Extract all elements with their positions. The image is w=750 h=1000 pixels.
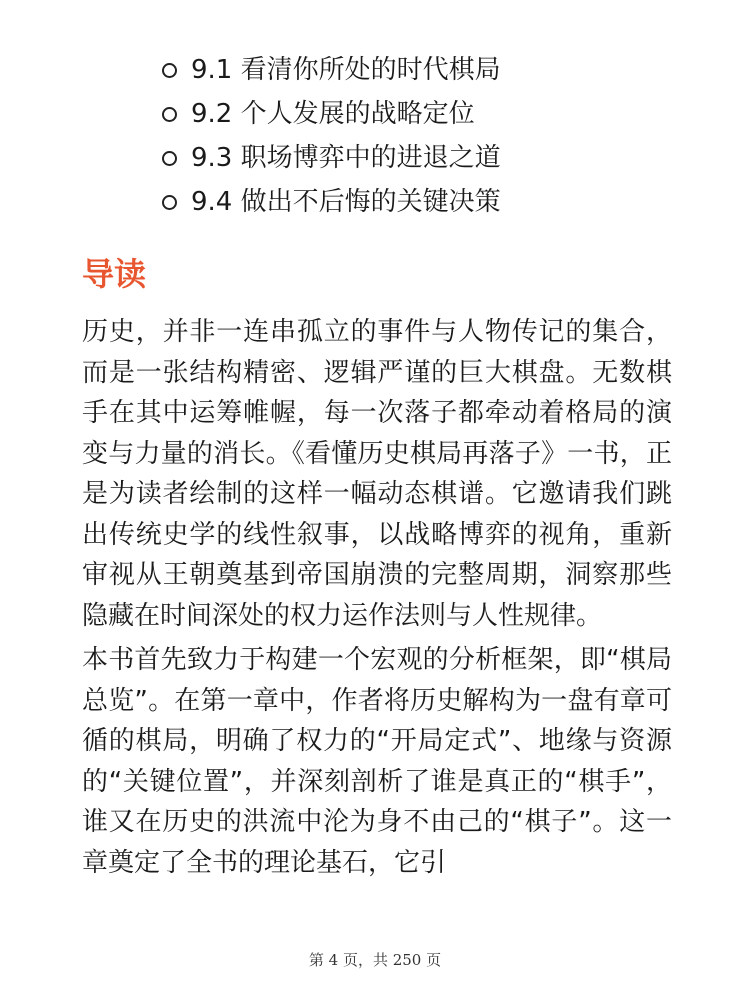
toc-item bbox=[162, 180, 501, 224]
toc-item bbox=[162, 136, 501, 180]
page-number: 第 4 页，共 250 页 bbox=[308, 951, 442, 969]
toc-item-label: 9.1 看清你所处的时代棋局 bbox=[191, 55, 501, 85]
table-of-contents bbox=[162, 48, 501, 224]
circle-bullet-icon bbox=[162, 63, 177, 78]
circle-bullet-icon bbox=[162, 151, 177, 166]
circle-bullet-icon bbox=[162, 107, 177, 122]
body-paragraph: 本书首先致力于构建一个宏观的分析框架，即“棋局总览”。在第一章中，作者将历史解构为一盘有章可循的棋局，明确了权力的“开局定式”、地缘与资源的“关键位置”，并深刻剖析了谁是真正的“棋手”，谁又在历史的洪流中沦为身不由己的“棋子”。这一章奠定了全书的理论基石，它引 bbox=[82, 645, 672, 878]
toc-item-label: 9.4 做出不后悔的关键决策 bbox=[191, 187, 501, 217]
section-heading: 导读 bbox=[82, 255, 147, 293]
circle-bullet-icon bbox=[162, 195, 177, 210]
body-paragraph: 历史，并非一连串孤立的事件与人物传记的集合，而是一张结构精密、逻辑严谨的巨大棋盘。无数棋手在其中运筹帷幄，每一次落子都牵动着格局的演变与力量的消长。《看懂历史棋局再落子》一书，正是为读者绘制的这样一幅动态棋谱。它邀请我们跳出传统史学的线性叙事，以战略博弈的视角，重新审视从王朝奠基到帝国崩溃的完整周期，洞察那些隐藏在时间深处的权力运作法则与人性规律。 bbox=[82, 317, 672, 631]
toc-item bbox=[162, 48, 501, 92]
toc-item-label: 9.2 个人发展的战略定位 bbox=[191, 99, 475, 129]
toc-item bbox=[162, 92, 501, 136]
toc-item-label: 9.3 职场博弈中的进退之道 bbox=[191, 143, 501, 173]
